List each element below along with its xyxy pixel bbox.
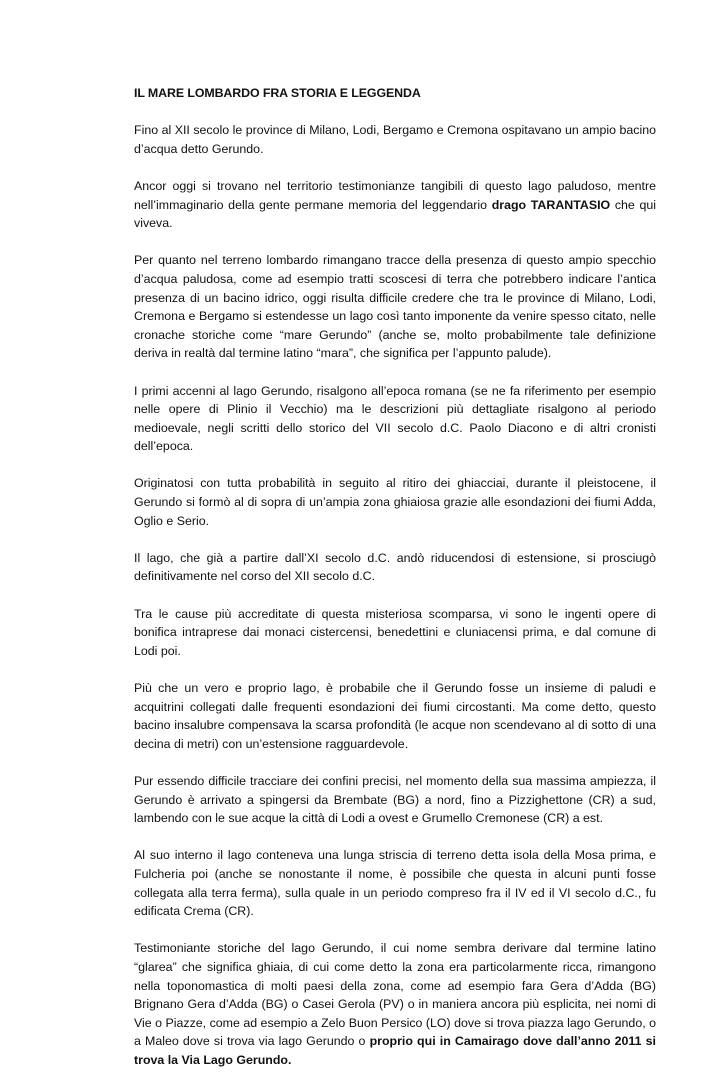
paragraph-8: Più che un vero e proprio lago, è probabile che il Gerundo fosse un insieme di paludi e acquitrini collegati dalle frequenti esondazioni dei fiumi circostanti. Ma come detto, questo bacino insalubre compensava la scarsa profondità (le acque non scendevano al di sotto di una decina di metri) con un’estensione ragguardevole. bbox=[134, 681, 656, 751]
paragraph-3: Per quanto nel terreno lombardo rimangano tracce della presenza di questo ampio specchio d’acqua paludosa, come ad esempio tratti scoscesi di terra che potrebbero indicare l’antica presenza di un bacino idrico, oggi risulta difficile credere che tra le province di Milano, Lodi, Cremona e Bergamo si estendesse un lago così tanto imponente da venire spesso citato, nelle cronache storiche come “mare Gerundo” (anche se, molto probabilmente tale definizione deriva in realtà dal termine latino “mara”, che significa per l’appunto palude). bbox=[134, 253, 656, 361]
paragraph-4: I primi accenni al lago Gerundo, risalgono all’epoca romana (se ne fa riferimento per esempio nelle opere di Plinio il Vecchio) ma le descrizioni più dettagliate risalgono al periodo medioevale, negli scritti dello storico del VII secolo d.C. Paolo Diacono e di altri cronisti dell’epoca. bbox=[134, 383, 656, 454]
paragraph-9: Pur essendo difficile tracciare dei confini precisi, nel momento della sua massima ampiezza, il Gerundo è arrivato a spingersi da Brembate (BG) a nord, fino a Pizzighettone (CR) a sud, lambendo con le sue acque la città di Lodi a ovest e Grumello Cremonese (CR) a est. bbox=[134, 773, 656, 826]
paragraph-7: Tra le cause più accreditate di questa misteriosa scomparsa, vi sono le ingenti opere di bonifica intraprese dai monaci cistercensi, benedettini e cluniacensi prima, e dal comune di Lodi poi. bbox=[134, 606, 656, 658]
paragraph-6: Il lago, che già a partire dall’XI secolo d.C. andò riducendosi di estensione, si prosciugò definitivamente nel corso del XII secolo d.C. bbox=[134, 550, 656, 584]
paragraph-11-text-start: Testimoniante storiche del lago Gerundo, il cui nome sembra derivare dal termine latino “glarea” che significa ghiaia, di cui come detto la zona era particolarmente ricca, rimangono nella toponomastica di molti paesi della zona, come ad esempio fara Gera d’Adda (BG) Brignano Gera d’Adda (BG) o Casei Gerola (PV) o in maniera ancora più esplicita, nei nomi di Vie o Piazze, come ad esempio a Zelo Buon Persico (LO) dove si trova piazza lago Gerundo, o a Maleo dove si trova via lago Gerundo o bbox=[134, 941, 656, 1049]
paragraph-5: Originatosi con tutta probabilità in seguito al ritiro dei ghiacciai, durante il pleistocene, il Gerundo si formò al di sopra di un’ampia zona ghiaiosa grazie alle esondazioni dei fiumi Adda, Oglio e Serio. bbox=[134, 476, 656, 528]
paragraph-10: Al suo interno il lago conteneva una lunga striscia di terreno detta isola della Mosa prima, e Fulcheria poi (anche se nonostante il nome, è possibile che questa in alcuni punti fosse collegata alla terra ferma), sulla quale in un periodo compreso fra il IV ed il VI secolo d.C., fu edificata Crema (CR). bbox=[134, 848, 656, 919]
paragraph-1: Fino al XII secolo le province di Milano, Lodi, Bergamo e Cremona ospitavano un ampio bacino d’acqua detto Gerundo. bbox=[134, 123, 656, 156]
paragraph-11 bbox=[134, 939, 656, 1069]
paragraph-2-text-start: Ancor oggi si trovano nel territorio testimonianze tangibili di questo lago paludoso, mentre nell’immaginario della gente permane memoria del leggendario bbox=[134, 178, 656, 212]
paragraph-2-bold-text: drago TARANTASIO bbox=[491, 197, 611, 212]
document-body bbox=[134, 84, 656, 1088]
paragraph-2-text-end: che qui viveva. bbox=[134, 197, 656, 231]
paragraph-2 bbox=[134, 177, 656, 233]
paragraph-11-bold-text: proprio qui in Camairago dove dall’anno 2011 si trova la Via Lago Gerundo. bbox=[134, 1034, 656, 1067]
document-title: IL MARE LOMBARDO FRA STORIA E LEGGENDA bbox=[134, 86, 421, 100]
